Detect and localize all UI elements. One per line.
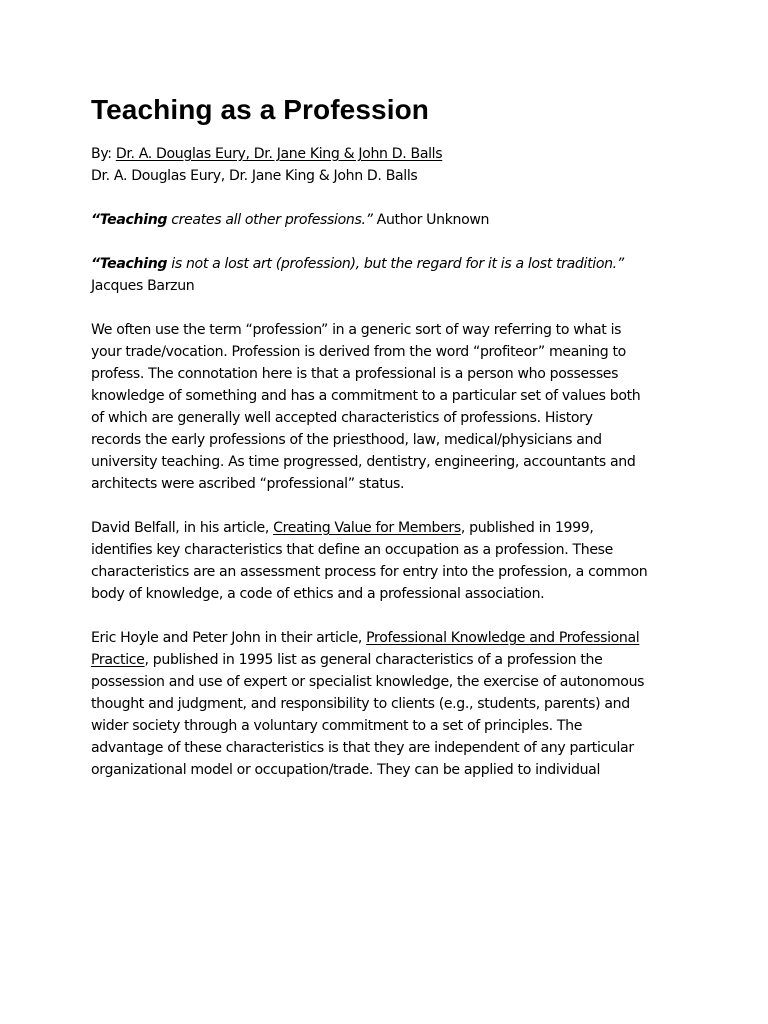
paragraph-1-line: your trade/vocation. Profession is derived from the word “profiteor” meaning to <box>91 344 626 360</box>
professional-knowledge-link[interactable]: Professional Knowledge and Professional <box>366 630 640 646</box>
paragraph-1-line: We often use the term “profession” in a generic sort of way referring to what is <box>91 322 622 338</box>
quote-2-author: Jacques Barzun <box>91 278 195 294</box>
paragraph-2-line: body of knowledge, a code of ethics and a professional association. <box>91 586 545 602</box>
quote-1-keyword: “Teaching <box>91 212 168 228</box>
byline <box>91 143 691 187</box>
document-title: Teaching as a Profession <box>91 94 429 125</box>
paragraph-3-line: organizational model or occupation/trade. They can be applied to individual <box>91 762 601 778</box>
paragraph-3-lead: Eric Hoyle and Peter John in their article, <box>91 630 367 646</box>
paragraph-1-line: university teaching. As time progressed, dentistry, engineering, accountants and <box>91 454 636 470</box>
paragraph-3 <box>91 627 691 781</box>
paragraph-2-line: characteristics are an assessment process for entry into the profession, a common <box>91 564 648 580</box>
quote-2-close: ” <box>616 256 624 272</box>
paragraph-3-trail: , published in 1995 list as general characteristics of a profession the <box>144 652 603 668</box>
quote-2-keyword: “Teaching <box>91 256 168 272</box>
authors-link[interactable]: Dr. A. Douglas Eury, Dr. Jane King & John D. Balls <box>115 146 443 162</box>
paragraph-1-line: records the early professions of the priesthood, law, medical/physicians and <box>91 432 602 448</box>
document-page <box>91 90 691 803</box>
paragraph-1 <box>91 319 691 495</box>
paragraph-1-line: profess. The connotation here is that a professional is a person who possesses <box>91 366 619 382</box>
paragraph-3-line: advantage of these characteristics is that they are independent of any particular <box>91 740 634 756</box>
practice-link[interactable]: Practice <box>91 652 145 668</box>
creating-value-link[interactable]: Creating Value for Members <box>273 520 461 536</box>
authors-text: Dr. A. Douglas Eury, Dr. Jane King & John D. Balls <box>91 168 418 184</box>
quote-1-close: ” <box>365 212 373 228</box>
paragraph-3-first-line <box>91 627 691 649</box>
paragraph-3-line: possession and use of expert or specialist knowledge, the exercise of autonomous <box>91 674 645 690</box>
quote-1 <box>91 209 691 231</box>
paragraph-2-line: identifies key characteristics that define an occupation as a profession. These <box>91 542 613 558</box>
paragraph-2-first-line <box>91 517 691 539</box>
paragraph-3-line: wider society through a voluntary commitment to a set of principles. The <box>91 718 583 734</box>
paragraph-2 <box>91 517 691 605</box>
byline-label: By: <box>91 146 116 162</box>
quote-2-text: is not a lost art (profession), but the regard for it is a lost tradition. <box>167 256 617 272</box>
paragraph-2-trail: , published in 1999, <box>460 520 594 536</box>
paragraph-1-line: knowledge of something and has a commitment to a particular set of values both <box>91 388 641 404</box>
quote-2 <box>91 253 691 297</box>
paragraph-1-line: architects were ascribed “professional” status. <box>91 476 405 492</box>
paragraph-2-lead: David Belfall, in his article, <box>91 520 274 536</box>
quote-1-text: creates all other professions. <box>167 212 366 228</box>
paragraph-3-second-line <box>91 649 691 671</box>
paragraph-1-line: of which are generally well accepted characteristics of professions. History <box>91 410 593 426</box>
byline-line <box>91 143 691 165</box>
paragraph-3-line: thought and judgment, and responsibility to clients (e.g., students, parents) and <box>91 696 630 712</box>
quote-1-author: Author Unknown <box>372 212 490 228</box>
